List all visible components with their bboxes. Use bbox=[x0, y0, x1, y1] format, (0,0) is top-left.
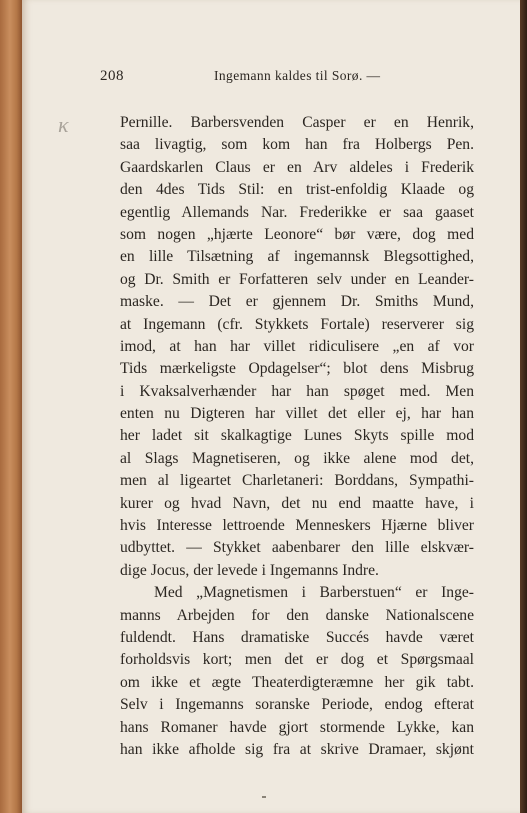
text-line: Tids mærkeligste Opdagelser“; blot dens Misbrug bbox=[120, 360, 474, 378]
book-edge bbox=[0, 0, 22, 813]
text-line: fuldendt. Hans dramatiske Succés havde været bbox=[120, 628, 474, 646]
book-spine-edge bbox=[520, 0, 527, 813]
text-line: Med „Magnetismen i Barberstuen“ er Inge- bbox=[154, 584, 474, 602]
text-line: her ladet sit skalkagtige Lunes Skyts spille mod bbox=[120, 427, 474, 445]
text-line: hans Romaner havde gjort stormende Lykke, kan bbox=[120, 718, 474, 736]
text-line: han ikke afholde sig fra at skrive Dramaer, skjønt bbox=[120, 740, 474, 758]
text-line: Gaardskarlen Claus er en Arv aldeles i Frederik bbox=[120, 158, 474, 176]
text-line: udbyttet. — Stykket aabenbarer den lille elskvær- bbox=[120, 539, 474, 557]
margin-mark: κ bbox=[58, 112, 69, 137]
text-line: forholdsvis kort; men det er dog et Spørgsmaal bbox=[120, 651, 474, 669]
page-header bbox=[100, 64, 474, 88]
text-line: imod, at han har villet ridiculisere „en af vor bbox=[120, 337, 474, 355]
text-line: dige Jocus, der levede i Ingemanns Indre. bbox=[120, 561, 379, 579]
body-text bbox=[120, 112, 474, 761]
text-line: at Ingemann (cfr. Stykkets Fortale) reserverer sig bbox=[120, 315, 474, 333]
text-line: hvis Interesse lettroende Menneskers Hjærne bliver bbox=[120, 517, 474, 535]
text-line: al Slags Magnetiseren, og ikke alene mod det, bbox=[120, 449, 474, 467]
text-line: maske. — Det er gjennem Dr. Smiths Mund, bbox=[120, 293, 474, 311]
text-line: en lille Tilsætning af ingemannsk Blegsottighed, bbox=[120, 248, 474, 266]
text-line: Pernille. Barbersvenden Casper er en Henrik, bbox=[120, 114, 474, 131]
text-line: egentlig Allemands Nar. Frederikke er saa gaaset bbox=[120, 203, 474, 221]
text-line: saa livagtig, som kom han fra Holbergs Pen. bbox=[120, 136, 474, 154]
text-line: kurer og hvad Navn, det nu end maatte have, i bbox=[120, 494, 474, 512]
text-line: som nogen „hjærte Leonore“ bør være, dog med bbox=[120, 225, 474, 243]
text-line: enten nu Digteren har villet det eller ej, har han bbox=[120, 405, 474, 423]
text-line: men al ligeartet Charletaneri: Borddans, Sympathi- bbox=[120, 472, 474, 490]
paragraph-2 bbox=[120, 582, 474, 761]
text-line: i Kvaksalverhænder har han spøget med. Men bbox=[120, 382, 474, 400]
paragraph-1 bbox=[120, 112, 474, 582]
text-line: den 4des Tids Stil: en trist-enfoldig Klaade og bbox=[120, 181, 474, 199]
page-number: 208 bbox=[100, 68, 124, 84]
text-line: Selv i Ingemanns soranske Periode, endog efterat bbox=[120, 696, 474, 714]
text-line: manns Arbejden for den danske Nationalscene bbox=[120, 606, 474, 624]
text-line: om ikke et ægte Theaterdigteræmne her gik tabt. bbox=[120, 673, 474, 691]
running-head: Ingemann kaldes til Sorø. — bbox=[214, 68, 381, 83]
page-bottom-mark bbox=[262, 796, 266, 798]
text-line: og Dr. Smith er Forfatteren selv under en Leander- bbox=[120, 270, 474, 288]
